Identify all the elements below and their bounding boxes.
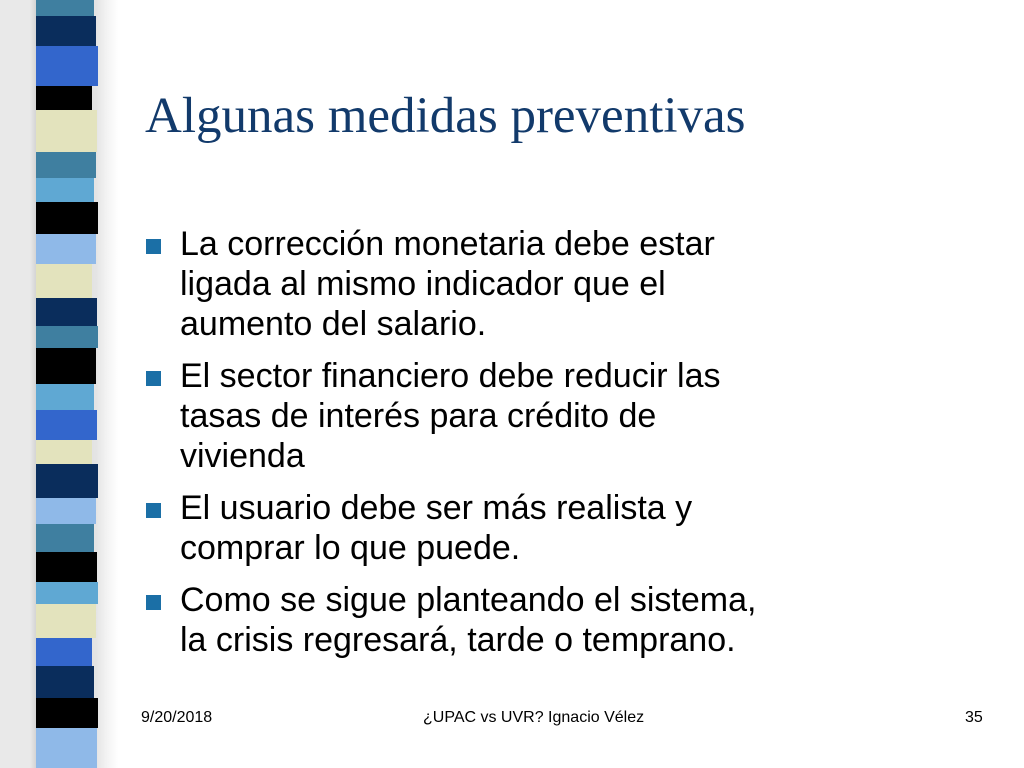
bullet-list <box>146 224 976 672</box>
stripe-band <box>36 552 97 582</box>
bullet-item <box>146 356 976 476</box>
stripe-band <box>36 524 94 552</box>
decorative-stripe-strip <box>36 0 98 768</box>
stripe-band <box>36 464 98 498</box>
footer-presentation-title: ¿UPAC vs UVR? Ignacio Vélez <box>423 709 645 726</box>
stripe-band <box>36 110 97 152</box>
stripe-band <box>36 202 98 234</box>
stripe-band <box>36 16 96 46</box>
bullet-text: La corrección monetaria debe estar ligada al mismo indicador que el aumento del salario. <box>180 225 715 343</box>
stripe-band <box>36 698 98 728</box>
bullet-item <box>146 488 976 568</box>
stripe-band <box>36 264 92 298</box>
stripe-band <box>36 298 97 326</box>
stripe-band <box>36 582 98 604</box>
bullet-text: El usuario debe ser más realista y comprar lo que puede. <box>180 489 693 567</box>
stripe-band <box>36 86 92 110</box>
stripe-band <box>36 604 96 638</box>
bullet-text: Como se sigue planteando el sistema, la crisis regresará, tarde o temprano. <box>180 581 757 659</box>
stripe-band <box>36 384 94 410</box>
stripe-band <box>36 728 97 768</box>
stripe-band <box>36 178 94 202</box>
stripe-band <box>36 326 98 348</box>
stripe-band <box>36 348 96 384</box>
stripe-band <box>36 638 92 666</box>
square-bullet-icon <box>146 239 161 254</box>
slide-number: 35 <box>965 709 983 726</box>
stripe-band <box>36 440 92 464</box>
footer-date: 9/20/2018 <box>141 709 213 726</box>
bullet-text: El sector financiero debe reducir las tasas de interés para crédito de vivienda <box>180 357 721 475</box>
stripe-band <box>36 152 96 178</box>
bullet-item <box>146 224 976 344</box>
slide-title: Algunas medidas preventivas <box>145 88 746 144</box>
stripe-band <box>36 666 94 698</box>
stripe-band <box>36 46 98 86</box>
bullet-item <box>146 580 976 660</box>
stripe-band <box>36 410 97 440</box>
square-bullet-icon <box>146 503 161 518</box>
square-bullet-icon <box>146 595 161 610</box>
stripe-band <box>36 0 94 16</box>
stripe-band <box>36 234 96 264</box>
square-bullet-icon <box>146 371 161 386</box>
stripe-band <box>36 498 96 524</box>
